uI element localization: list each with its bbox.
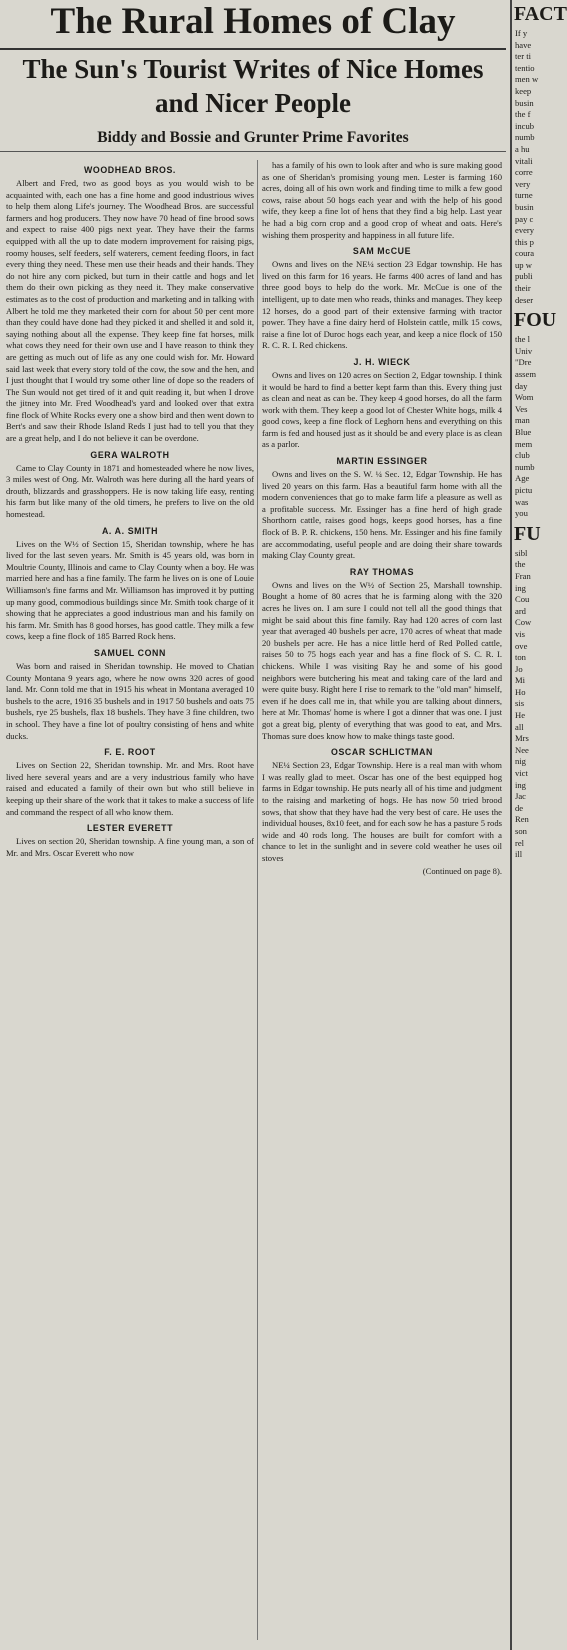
adjacent-text-line: club — [515, 450, 530, 461]
adjacent-text-line: Cou — [515, 594, 530, 605]
adjacent-text-line: Ren — [515, 814, 529, 825]
adjacent-text-line: incub — [515, 120, 535, 131]
adjacent-text-line: ing — [515, 582, 526, 593]
adjacent-text-line: Jac — [515, 791, 526, 802]
adjacent-text-line: Jo — [515, 663, 523, 674]
farmer-heading: WOODHEAD BROS. — [84, 165, 176, 175]
adjacent-text-line: publi — [515, 271, 533, 282]
adjacent-text-line: day — [515, 380, 528, 391]
article-paragraph: Albert and Fred, two as good boys as you would wish to be acquainted with, each one has a fine home and good industrious wives to help them along Life's journey. The Woodhead Bros. are successful farmers and hog producers. They now have 70 head of fine brood sows and expect to raise 400 pigs next year. They have their the farms equipped with all the up to date modern improvement for raising pigs, roomy houses, self feeders, self waterers, cement feeding floors, in fact every thing they need. These men use their heads and their hands. They do not hire any corn picked, but turn in their cattle and hogs and let them do their own picking as they need it. They make conservative estimates as to the cost of production and marketing and in talking with Albert he told me they marketed their corn for about 50 per cent more than they could have done had they picked it and shelled it and sold it, saying nothing about all the expense. They keep fine fat horses, milk what cows they need for their own use and I have reason to think they are getting as much out of life as any one could wish for. Mr. Howard said last week that every story told of the cow, the sow and the hen, and I just thought that I would try some other line of dope so the readers of The Sun would not get tired of it and quit reading it, but when I drove the jitney into Mr. Fred Woodhead's yard and looked over that extra fine flock of White Rocks every one a show bird and then went down to Bert's and saw their Rhode Island Reds I just had to tell you that they are a great help, and I do not believe it can be overdone. — [6, 178, 254, 444]
article-paragraph: Lives on section 20, Sheridan township. A fine young man, a son of Mr. and Mrs. Oscar Everett who now — [6, 836, 254, 858]
adjacent-text-line: Nee — [515, 744, 529, 755]
adjacent-text-line: the f — [515, 109, 531, 120]
adjacent-text-line: "Dre — [515, 357, 532, 368]
adjacent-text-2 — [512, 334, 549, 520]
adjacent-text-line: Fran — [515, 570, 531, 581]
adjacent-heading-2: FOU — [514, 309, 557, 332]
adjacent-text-line: Ho — [515, 686, 526, 697]
article-column-right — [262, 160, 502, 1640]
adjacent-text-line: ard — [515, 605, 526, 616]
adjacent-text-line: busin — [515, 97, 534, 108]
adjacent-text-line: a hu — [515, 143, 530, 154]
adjacent-text-line: He — [515, 710, 526, 721]
adjacent-text-line: pictu — [515, 484, 533, 495]
adjacent-text-line: numb — [515, 461, 535, 472]
adjacent-text-line: Cow — [515, 617, 532, 628]
farmer-heading: LESTER EVERETT — [86, 823, 174, 834]
farmer-heading: MARTIN ESSINGER — [336, 456, 428, 467]
article-paragraph: Was born and raised in Sheridan township. He moved to Chatian County Montana 9 years ago, where he now owns 320 acres of good land. Mr. Conn told me that in 1915 his wheat in Montana averaged 10 bushels to the acre, 1916 35 bushels and in 1917 50 bushels and oats 75 bushels, rye 25 bushels, flax 18 bushels. They have 3 fine children, two in school. They have a fine lot of poultry consisting of hens and white ducks. — [6, 660, 254, 741]
adjacent-text-line: the l — [515, 334, 531, 345]
article-paragraph: Came to Clay County in 1871 and homesteaded where he now lives, 3 miles west of Ong. Mr. Walroth was here during all the hard years of drouth, blizzards and grasshoppers. He is now taking life easy, renting his farm but like many of the old timers, he prefers to live on the old homestead. — [6, 462, 254, 520]
adjacent-text-line: pay c — [515, 213, 534, 224]
adjacent-text-line: son — [515, 826, 527, 836]
adjacent-text-line: tentio — [515, 62, 535, 73]
adjacent-text-line: every — [515, 225, 535, 236]
page-headline: The Rural Homes of Clay — [0, 0, 506, 50]
article-subhead: The Sun's Tourist Writes of Nice Homes and Nicer People — [22, 54, 484, 118]
adjacent-heading-3: FU — [514, 522, 541, 545]
adjacent-text-line: rel — [515, 837, 525, 848]
adjacent-text-line: ter ti — [515, 51, 531, 62]
adjacent-text-line: de — [515, 802, 524, 813]
adjacent-text-line: keep — [515, 85, 532, 96]
article-paragraph: NE¼ Section 23, Edgar Township. Here is a real man with whom I was really glad to meet. Oscar has one of the best equipped hog farms in Edgar township. He puts nearly all of his time and judgment to the raising and marketing of hogs. He has now 50 tried brood sows, that show that they have had the very best of care. He uses the individual houses, 8x10 feet, and for each sow he has a pasture 5 rods wide and 40 rods long. The houses are built for comfort with a chance to let in the sunlight and in severe cold weather he uses oil stoves — [262, 760, 502, 863]
adjacent-column-cropped — [510, 0, 567, 1650]
adjacent-text-line: corre — [515, 167, 533, 178]
adjacent-text-line: numb — [515, 132, 535, 143]
adjacent-text-line: nig — [515, 756, 526, 767]
article-paragraph: Lives on the W½ of Section 15, Sheridan township, where he has lived for the last seven years. Mr. Smith is 45 years old, was born in Moultrie County, Illinois and came to Clay County when a boy. He was married here and has a fine family. The farm he lives on is one of Louie Williamson's fine farms and Mr. Williamson has improved it by putting up many good, commodious buildings since Mr. Smith took charge of it showing that he appreciates a good industrious man and his family on his farm. Mr. Smith has 8 good horses, has good cattle. They milk a few cows, keep a fine flock of 185 Barred Rock hens. — [6, 538, 254, 642]
farmer-heading: OSCAR SCHLICTMAN — [331, 747, 433, 758]
adjacent-text-line: you — [515, 508, 528, 519]
adjacent-text-line: ove — [515, 640, 528, 651]
farmer-heading: F. E. ROOT — [104, 747, 156, 758]
farmer-heading: RAY THOMAS — [349, 566, 415, 577]
adjacent-text-line: Univ — [515, 345, 533, 356]
adjacent-text-line: sis — [515, 698, 525, 709]
adjacent-text-line: ton — [515, 652, 526, 663]
article-paragraph: has a family of his own to look after and who is sure making good as one of Sheridan's promising young men. Lester is farming 160 acres, doing all of his own work and finding time to milk a few good cows, raise about 50 hogs each year and with the help of his good wife, they keep a fine lot of hens that they find a big help. Last year he had a big corn crop and a good crop of wheat and oats. Here's wishing them prosperity and happiness in all future life. — [262, 160, 502, 240]
article-paragraph: Owns and lives on the S. W. ¼ Sec. 12, Edgar Township. He has lived 20 years on this farm. Has a beautiful farm home with all the modern conveniences that go to make farm life a pleasure as well as a profitable success. Mr. Essinger has a fine herd of high grade Shorthorn cattle, raises good hogs, keeps good horses, has a fine flock of B. P. R. chickens, 150 hens. Mr. Essinger and his fine family are accommodating, useful people and are doing their share towards making Clay County great. — [262, 469, 502, 561]
farmer-heading: SAMUEL CONN — [94, 647, 166, 658]
adjacent-text-line: was — [515, 496, 529, 507]
adjacent-text-line: the — [515, 559, 526, 570]
adjacent-heading-1: FACT — [514, 3, 567, 25]
adjacent-text-line: vitali — [515, 155, 533, 166]
adjacent-text-line: vis — [515, 628, 526, 639]
article-deck: Biddy and Bossie and Grunter Prime Favorites — [0, 127, 506, 152]
farmer-heading: A. A. SMITH — [101, 525, 159, 536]
adjacent-text-line: Blue — [515, 427, 532, 437]
adjacent-text-line: up w — [515, 259, 532, 270]
adjacent-text-line: assem — [515, 369, 537, 380]
adjacent-text-line: busin — [515, 201, 534, 212]
adjacent-text-line: very — [515, 178, 531, 189]
adjacent-text-line: turne — [515, 190, 533, 201]
continued-note: (Continued on page 8). — [422, 866, 502, 877]
adjacent-text-line: mem — [515, 438, 533, 449]
adjacent-text-line: have — [515, 39, 532, 50]
adjacent-text-line: men w — [515, 74, 539, 85]
adjacent-text-line: vict — [515, 768, 528, 779]
adjacent-text-line: If y — [515, 28, 528, 38]
adjacent-text-line: sibl — [515, 547, 528, 558]
adjacent-text-line: deser — [515, 294, 534, 305]
adjacent-text-line: Age — [515, 473, 530, 484]
farmer-heading: SAM McCUE — [352, 246, 412, 257]
article-column-left — [6, 160, 254, 1640]
adjacent-text-line: ill — [515, 849, 523, 860]
article-paragraph: Owns and lives on the NE¼ section 23 Edgar township. He has lived on this farm for 16 years. He farms 400 acres of land and has three good boys to help do the work. Mr. McCue is one of the intelligent, up to date men who reads, thinks and manages. They keep 12 horses, do a good part of their extensive farming with tractor power. They have a fine dairy herd of Holstein cattle, milk 15 cows, raise a fine lot of Duroc hogs each year, and keep a nice flock of 150 R. C. R. I. Red chickens. — [262, 259, 502, 351]
adjacent-text-1 — [512, 28, 549, 306]
farmer-heading: GERA WALROTH — [90, 449, 170, 460]
adjacent-text-line: this p — [515, 236, 534, 247]
article-paragraph: Owns and lives on the W½ of Section 25, Marshall township. Bought a home of 80 acres that he is farming along with the 320 acres he lives on. I am sure I could not tell all the good things that might be said about this fine family. Ray had 120 acres of corn last year that averaged 40 bushels per acre, 170 acres of wheat that made 20 bushels per acre. He has a nice little herd of Red Polled cattle, raises 50 to 75 hogs each year and has a fine flock of S. C. R. I. chickens. While I was visiting Ray he and some of his good neighbors were butchering his meat and taking care of the lard and were quite busy. Right here I rise to remark to the "old man" himself, even if he does call me in, that while you are talking about dinners, here at Mr. Thomas' home is where I got a dinner that was one. I just got a great big, plenty of everything that was good to eat, and Mrs. Thomas sure does know how to make things taste good. — [262, 579, 502, 741]
adjacent-text-line: coura — [515, 248, 535, 259]
adjacent-text-line: their — [515, 283, 531, 294]
farmer-heading: J. H. WIECK — [353, 356, 411, 367]
adjacent-text-line: all — [515, 721, 524, 732]
adjacent-text-line: Wom — [515, 392, 534, 403]
adjacent-text-line: Mi — [515, 675, 526, 686]
column-rule — [257, 160, 258, 1640]
article-paragraph: Owns and lives on 120 acres on Section 2, Edgar township. I think it would be hard to find a better kept farm than this. Every thing just as clean and neat as can be. They keep 4 good horses, do all the farm work with them. They keep a good lot of Chester White hogs, milk 4 good cows, keep a fine flock of Leghorn hens and everything on this farm is fed and housed just as it should be and every place is as clean as a parlor. — [262, 369, 502, 450]
adjacent-text-line: man — [515, 415, 530, 426]
adjacent-text-3 — [512, 548, 549, 861]
article-paragraph: Lives on Section 22, Sheridan township. Mr. and Mrs. Root have lived here several years and are a very industrious family who have raised and educated a family of their own but who still believe in keeping up their share of the work that it takes to make a success of life and command the respect of all who know them. — [6, 760, 254, 817]
adjacent-text-line: Mrs — [515, 733, 529, 744]
adjacent-text-line: Ves — [515, 403, 528, 414]
adjacent-text-line: ing — [515, 779, 526, 790]
